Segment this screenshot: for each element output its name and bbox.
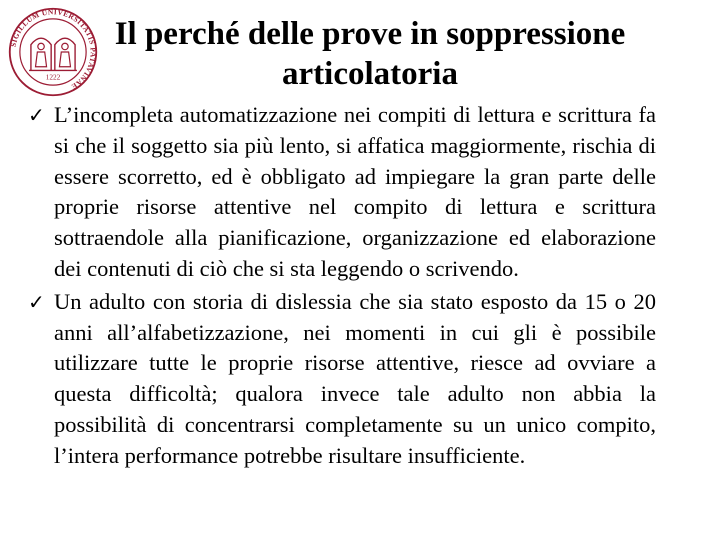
slide-title: Il perché delle prove in soppressione articolatoria [114,16,626,92]
bullet-list [28,100,656,474]
svg-text:1222: 1222 [45,72,61,82]
checkmark-icon: ✓ [28,103,45,127]
bullet-item [28,287,656,472]
svg-text:SIGILLUM UNIVERSITATIS PATAVIN: SIGILLUM UNIVERSITATIS PATAVINAE [8,7,98,92]
checkmark-icon: ✓ [28,289,45,314]
bullet-text: L’incompleta automatizzazione nei compiti di lettura e scrittura fa si che il soggetto sia più lento, si affatica maggiormente, rischia di essere scorretto, ed è obbligato ad impiegare la gran parte delle proprie risorse attentive nel compito di lettura e scrittura sottraendole alla pianificazione, organizzazione ed elaborazione dei contenuti di ciò che si sta leggendo o scrivendo. [54,102,656,281]
bullet-item [28,100,656,285]
bullet-text: Un adulto con storia di dislessia che sia stato esposto da 15 o 20 anni all’alfabetizzazione, nei momenti in cui gli è possibile utilizzare tutte le proprie risorse attentive, riesce ad ovviare a questa difficoltà; qualora invece tale adulto non abbia la possibilità di concentrarsi completamente su un unico compito, l’intera performance potrebbe risultare insufficiente. [54,288,656,468]
